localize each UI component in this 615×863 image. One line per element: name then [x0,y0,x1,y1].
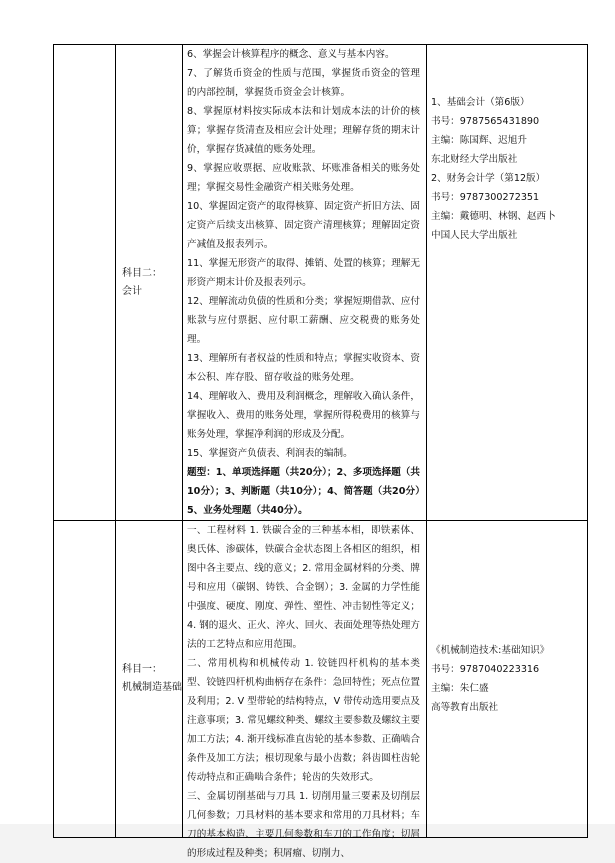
content-item: 二、常用机构和机械传动 1. 铰链四杆机构的基本类型、铰链四杆机构曲柄存在条件：急回特性；死点位置及利用；2. V 型带轮的结构特点，V 带传动选用要点及注意事项；3. 常见螺纹种类、螺纹主要参数及螺纹主要加工方法；4. 渐开线标准直齿轮的基本参数、正确啮合条件及加工方法；根切现象与最小齿数；斜齿圆柱齿轮传动特点和正确啮合条件；轮齿的失效形式。 [187,658,420,783]
syllabus-table [53,44,588,859]
book-line: 书号：9787040223316 [431,664,540,675]
books-cell [427,45,588,521]
book-line: 主编：陈国辉、迟旭升 [431,135,527,146]
book-line: 主编：戴德明、林钢、赵西卜 [431,211,556,222]
books-cell [427,521,588,838]
content-item: 7、了解货币资金的性质与范围，掌握货币资金的管理的内部控制，掌握货币资金会计核算。 [187,68,420,98]
subject-cell [116,521,183,838]
question-types: 题型：1、单项选择题（共20分）；2、多项选择题（共10分）；3、判断题（共10分）；4、简答题（共20分）5、业务处理题（共40分）。 [187,467,420,516]
content-item: 三、金属切削基础与刀具 1. 切削用量三要素及切削层几何参数；刀具材料的基本要求和常用的刀具材料；车刀的基本构造、主要几何参数和车刀的工作角度；切屑的形成过程及种类；积屑瘤、切削力、 [187,791,420,859]
content-item: 10、掌握固定资产的取得核算、固定资产折旧方法、固定资产后续支出核算、固定资产清理核算；理解固定资产减值及报表列示。 [187,201,420,250]
subject-cell [116,45,183,521]
book-line: 书号：9787565431890 [431,116,540,127]
book-line: 《机械制造技术:基础知识》 [431,645,550,656]
book-line: 东北财经大学出版社 [431,154,518,165]
content-item: 11、掌握无形资产的取得、摊销、处置的核算；理解无形资产期末计价及报表列示。 [187,258,420,288]
book-line: 中国人民大学出版社 [431,230,518,241]
subject-name: 会计 [122,285,142,297]
content-item: 13、理解所有者权益的性质和特点；掌握实收资本、资本公积、库存股、留存收益的账务处理。 [187,353,420,383]
content-item: 12、理解流动负债的性质和分类；掌握短期借款、应付账款与应付票据、应付职工薪酬、应交税费的账务处理。 [187,296,420,345]
subject-label: 科目一： [122,664,162,675]
blank-cell [54,45,116,521]
content-item: 8、掌握原材料按实际成本法和计划成本法的计价的核算；掌握存货清查及相应会计处理；理解存货的期末计价，掌握存货减值的账务处理。 [187,106,420,155]
content-item: 14、理解收入、费用及利润概念，理解收入确认条件，掌握收入、费用的账务处理，掌握所得税费用的核算与账务处理，掌握净利润的形成及分配。 [187,391,420,440]
book-line: 书号：9787300272351 [431,192,540,203]
content-item: 9、掌握应收票据、应收账款、坏账准备相关的账务处理；掌握交易性金融资产相关账务处理。 [187,163,420,193]
subject-label: 科目二： [122,267,162,279]
content-cell [183,45,427,521]
book-line: 1、基础会计（第6版） [431,97,530,108]
blank-cell [54,521,116,838]
content-cell [183,521,427,859]
book-line: 主编：朱仁盛 [431,683,489,694]
table-row-accounting [54,45,588,521]
book-line: 2、财务会计学（第12版） [431,173,546,184]
subject-name: 机械制造基础 [122,682,182,693]
book-line: 高等教育出版社 [431,702,499,713]
content-item: 6、掌握会计核算程序的概念、意义与基本内容。 [187,49,395,60]
table-row-machinery [54,521,588,838]
content-item: 15、掌握资产负债表、利润表的编制。 [187,448,353,459]
content-item: 一、工程材料 1. 铁碳合金的三种基本相，即铁素体、奥氏体、渗碳体，铁碳合金状态图上各相区的组织，相图中各主要点、线的意义；2. 常用金属材料的分类、牌号和应用（碳钢、铸铁、合金钢）；3. 金属的力学性能中强度、硬度、刚度、弹性、塑性、冲击韧性等定义；4. 钢的退火、正火、淬火、回火、表面处理等热处理方法的工艺特点和应用范围。 [187,525,420,650]
